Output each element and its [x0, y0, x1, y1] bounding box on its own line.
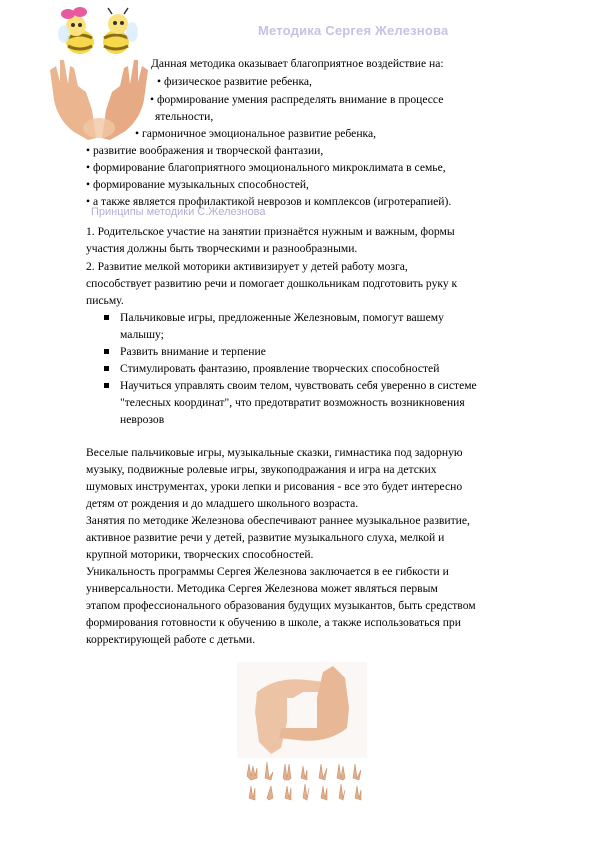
bullet-text: "телесных координат", что предотвратит возможность возникновения — [120, 396, 465, 409]
principles-line: 2. Развитие мелкой моторики активизирует у детей работу мозга, — [86, 260, 408, 273]
intro-item: • гармоничное эмоциональное развитие ребенка, — [135, 127, 377, 140]
intro-item: ятельности, — [155, 110, 214, 123]
principles-heading: Принципы методики С.Железнова — [91, 206, 266, 218]
bullet-text: Пальчиковые игры, предложенные Железновым, помогут вашему — [120, 311, 444, 324]
principles-line: письму. — [86, 294, 124, 307]
intro-item: • а также является профилактикой неврозов и комплексов (игротерапией). — [86, 195, 452, 208]
intro-item: • формирование благоприятного эмоционального микроклимата в семье, — [86, 161, 446, 174]
page-title: Методика Сергея Железнова — [258, 23, 449, 38]
intro-item: • формирование умения распределять внимание в процессе — [150, 93, 444, 106]
bullet-text: неврозов — [120, 413, 165, 426]
body-line: Занятия по методике Железнова обеспечивают раннее музыкальное развитие, — [86, 514, 470, 527]
finger-gestures-illustration — [243, 758, 367, 802]
body-line: универсальности. Методика Сергея Железнова может являться первым — [86, 582, 438, 595]
bullet-text: Стимулировать фантазию, проявление творческих способностей — [120, 362, 440, 375]
bullet-text: Научиться управлять своим телом, чувствовать себя уверенно в системе — [120, 379, 477, 392]
bullet-text: малышу; — [120, 328, 164, 341]
intro-item: • физическое развитие ребенка, — [157, 75, 312, 88]
body-line: музыку, подвижные ролевые игры, звукоподражания и игра на детских — [86, 463, 437, 476]
body-line: шумовых инструментах, уроки лепки и рисования - все это будет интересно — [86, 480, 463, 493]
body-line: этапом профессионального образования будущих музыкантов, быть средством — [86, 599, 476, 612]
principles-line: участия должны быть творческими и разнообразными. — [86, 242, 358, 255]
body-line: Веселые пальчиковые игры, музыкальные сказки, гимнастика под задорную — [86, 446, 463, 459]
bullet-square — [104, 383, 109, 388]
bullet-square — [104, 315, 109, 320]
bullet-square — [104, 366, 109, 371]
bullet-text: Развить внимание и терпение — [120, 345, 266, 358]
hands-frame-photo — [237, 662, 367, 758]
body-line: детям от рождения и до младшего школьного возраста. — [86, 497, 359, 510]
intro-item: • формирование музыкальных способностей, — [86, 178, 309, 191]
principles-line: 1. Родительское участие на занятии признаётся нужным и важным, формы — [86, 225, 455, 238]
principles-line: способствует развитию речи и помогает дошкольникам подготовить руку к — [86, 277, 458, 290]
body-line: Уникальность программы Сергея Железнова заключается в ее гибкости и — [86, 565, 449, 578]
body-line: крупной моторики, творческих способностей. — [86, 548, 314, 561]
intro-lead: Данная методика оказывает благоприятное воздействие на: — [151, 57, 444, 70]
body-line: формирования готовности к обучению в школе, а также использоваться при — [86, 616, 461, 629]
body-line: корректирующей работе с детьми. — [86, 633, 256, 646]
body-line: активное развитие речи у детей, развитие музыкального слуха, мелкой и — [86, 531, 445, 544]
intro-item: • развитие воображения и творческой фантазии, — [86, 144, 324, 157]
bullet-square — [104, 349, 109, 354]
